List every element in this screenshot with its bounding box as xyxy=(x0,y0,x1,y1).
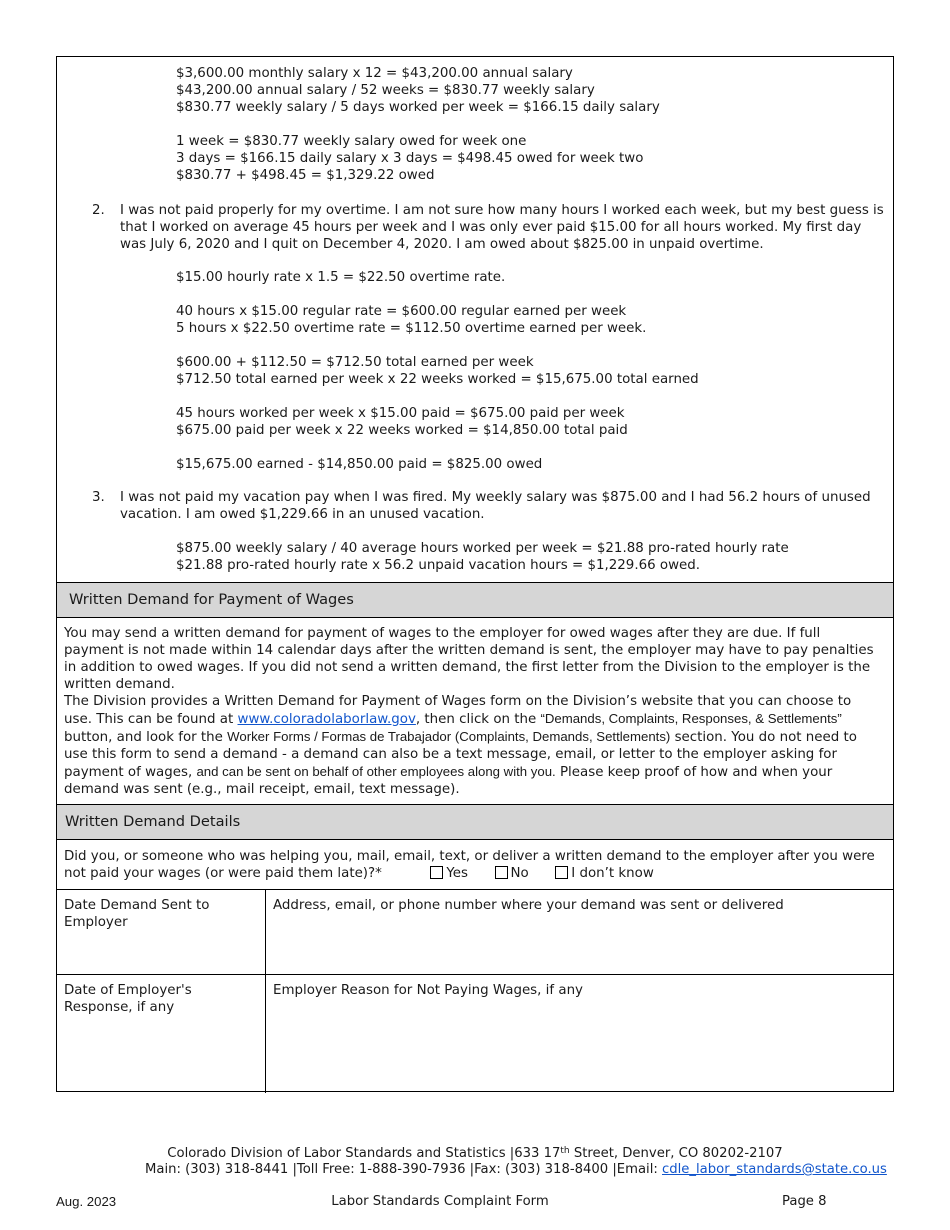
option-no[interactable]: No xyxy=(495,866,529,881)
written-demand-instructions: The Division provides a Written Demand for Payment of Wages form on the Division’s website that you can choose to use. This can be found at www.coloradolaborlaw.gov, then click on the “Demands, Complaints, Responses, & Settlements” button, and look for the Worker Forms / Formas de Trabajador (Complaints, Demands, Settlements) section. You do not need to use this form to send a demand - a demand can also be a text message, email, or letter to the employer asking for payment of wages, and can be sent on behalf of other employees along with you. Please keep proof of how and when your demand was sent (e.g., mail receipt, email, text message). xyxy=(64,694,857,797)
calc-line: 1 week = $830.77 weekly salary owed for week one xyxy=(176,134,527,149)
list-number: 3. xyxy=(92,490,105,505)
demand-question: Did you, or someone who was helping you, mail, email, text, or deliver a written demand to the employer after you were not paid your wages (or were paid them late)?* Yes No I don’t know xyxy=(64,849,875,881)
calc-line: $675.00 paid per week x 22 weeks worked = $14,850.00 total paid xyxy=(176,423,628,438)
employer-reason-field[interactable] xyxy=(266,975,893,1093)
website-link[interactable]: www.coloradolaborlaw.gov xyxy=(237,712,416,727)
calc-line: $43,200.00 annual salary / 52 weeks = $830.77 weekly salary xyxy=(176,83,595,98)
response-date-field[interactable] xyxy=(57,975,266,1093)
email-link[interactable]: cdle_labor_standards@state.co.us xyxy=(662,1162,887,1177)
section-header: Written Demand for Payment of Wages xyxy=(57,582,893,618)
revision-date: Aug. 2023 xyxy=(56,1194,117,1209)
demand-address-field[interactable] xyxy=(266,890,893,976)
calc-line: $712.50 total earned per week x 22 weeks worked = $15,675.00 total earned xyxy=(176,372,699,387)
calc-line: $15,675.00 earned - $14,850.00 paid = $825.00 owed xyxy=(176,457,543,472)
calc-line: 5 hours x $22.50 overtime rate = $112.50 overtime earned per week. xyxy=(176,321,647,336)
footer-address: Colorado Division of Labor Standards and Statistics |633 17th Street, Denver, CO 80202-2107 xyxy=(167,1146,783,1161)
demand-sent-row xyxy=(57,889,893,975)
response-date-label: Date of Employer's Response, if any xyxy=(64,983,192,1015)
overtime-claim-text: I was not paid properly for my overtime. I am not sure how many hours I worked each week, but my best guess is that I worked on average 45 hours per week and I was only ever paid $15.00 for all hours worked. My first day was July 6, 2020 and I quit on December 4, 2020. I am owed about $825.00 in unpaid overtime. xyxy=(120,203,884,252)
list-number: 2. xyxy=(92,203,105,218)
no-checkbox[interactable] xyxy=(495,866,508,879)
employer-response-row xyxy=(57,974,893,1092)
option-yes[interactable]: Yes xyxy=(430,866,468,881)
calc-line: $21.88 pro-rated hourly rate x 56.2 unpaid vacation hours = $1,229.66 owed. xyxy=(176,558,701,573)
date-demand-sent-field[interactable] xyxy=(57,890,266,976)
employer-reason-label: Employer Reason for Not Paying Wages, if any xyxy=(273,983,583,998)
calc-line: 3 days = $166.15 daily salary x 3 days = $498.45 owed for week two xyxy=(176,151,644,166)
calc-line: $830.77 + $498.45 = $1,329.22 owed xyxy=(176,168,435,183)
vacation-claim-text: I was not paid my vacation pay when I was fired. My weekly salary was $875.00 and I had 56.2 hours of unused vacation. I am owed $1,229.66 in an unused vacation. xyxy=(120,490,871,522)
calc-line: $875.00 weekly salary / 40 average hours worked per week = $21.88 pro-rated hourly rate xyxy=(176,541,789,556)
date-demand-sent-label: Date Demand Sent to Employer xyxy=(64,898,210,930)
dont-know-checkbox[interactable] xyxy=(555,866,568,879)
calc-line: $15.00 hourly rate x 1.5 = $22.50 overtime rate. xyxy=(176,270,506,285)
calc-line: $3,600.00 monthly salary x 12 = $43,200.00 annual salary xyxy=(176,66,573,81)
option-dont-know[interactable]: I don’t know xyxy=(555,866,654,881)
footer-contact: Main: (303) 318-8441 |Toll Free: 1-888-390-7936 |Fax: (303) 318-8400 |Email: cdle_labor_standards@state.co.us xyxy=(145,1162,887,1177)
calc-line: $830.77 weekly salary / 5 days worked per week = $166.15 daily salary xyxy=(176,100,660,115)
calc-line: 45 hours worked per week x $15.00 paid = $675.00 paid per week xyxy=(176,406,625,421)
calc-line: $600.00 + $112.50 = $712.50 total earned per week xyxy=(176,355,534,370)
calc-line: 40 hours x $15.00 regular rate = $600.00 regular earned per week xyxy=(176,304,627,319)
yes-checkbox[interactable] xyxy=(430,866,443,879)
form-name: Labor Standards Complaint Form xyxy=(331,1194,549,1209)
salary-calculation xyxy=(176,65,660,184)
overtime-calculation xyxy=(176,269,699,473)
written-demand-paragraph: You may send a written demand for payment of wages to the employer for owed wages after they are due. If full payment is not made within 14 calendar days after the written demand is sent, the employer may have to pay penalties in addition to owed wages. If you did not send a written demand, the first letter from the Division to the employer is the written demand. xyxy=(64,626,874,692)
vacation-calculation xyxy=(176,540,789,574)
calc-line xyxy=(176,116,660,133)
demand-address-label: Address, email, or phone number where your demand was sent or delivered xyxy=(273,898,784,913)
section-header: Written Demand Details xyxy=(57,804,893,840)
form-frame xyxy=(56,56,894,1092)
page-number: Page 8 xyxy=(782,1194,827,1209)
